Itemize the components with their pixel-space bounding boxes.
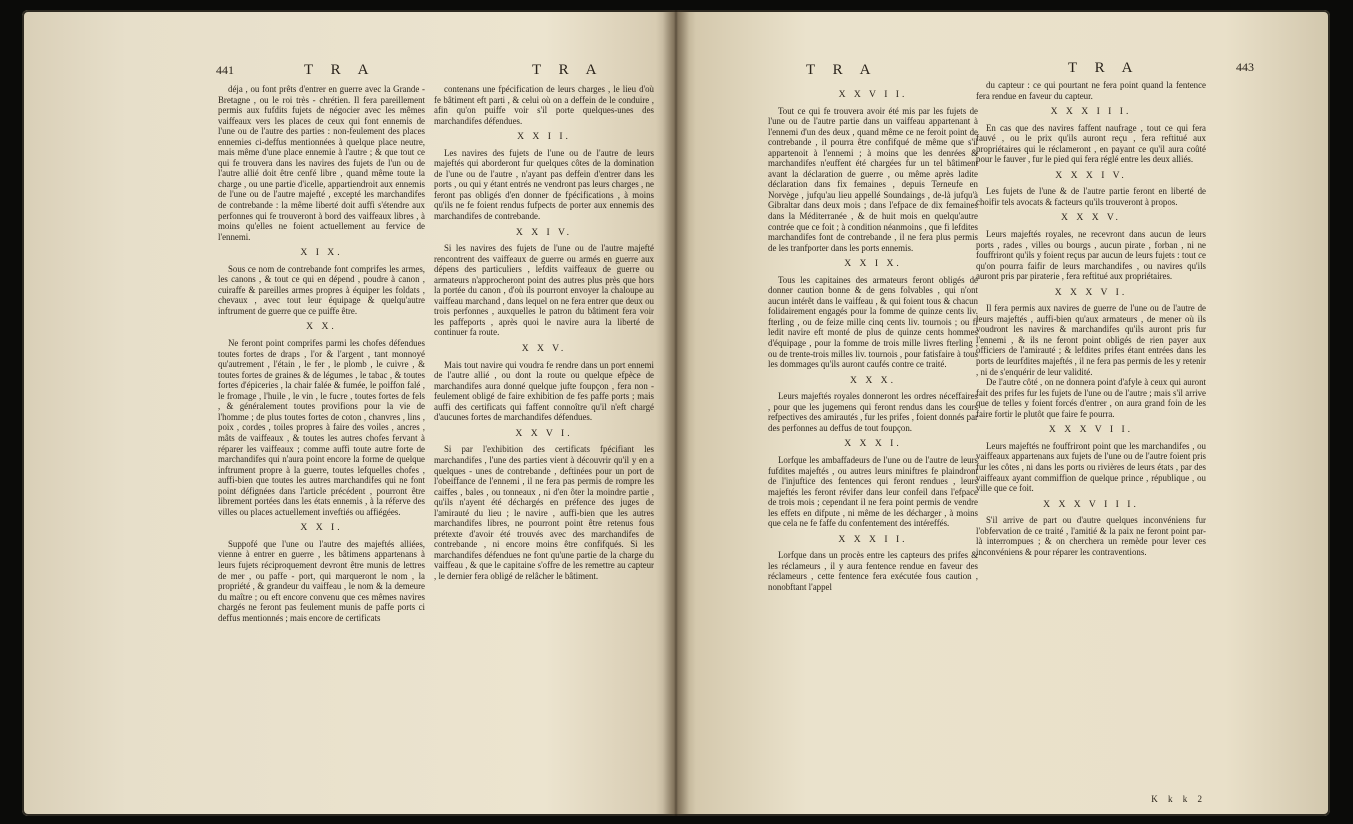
paragraph: Lorfque les ambaffadeurs de l'une ou de l'autre de leurs fufdites majeftés , ou autres leurs miniftres fe plaindront de l'injuftice des fentences qui feront rendues , leurs majeftés les feront révifer dans leur confeil dans l'efpace de trois mois ; cependant il ne fera point permis de vendre les effets en difpute , ni même de les décharger , à moins que cela ne fe faffe du confentement des intéreffés. [768, 454, 978, 529]
page-number-right: 443 [1236, 60, 1254, 74]
left-page-column-2 [434, 84, 654, 806]
article-heading: X X I X. [844, 258, 902, 270]
left-page [22, 10, 676, 816]
paragraph: déja , ou font prêts d'entrer en guerre avec la Grande - Bretagne , ou le roi très - chrétien. Il fera pareillement permis aux fufdits fujets de négocier avec les mêmes vaiffeaux vers les places de ceux qui font ennemis de l'une ou de l'autre des parties : non-feulement des places ennemies ci-deffus mentionnées à quelque place neutre, mais même d'une place ennemie à l'autre ; & que tout ce qui fe trouvera dans les navires des fujets de l'un ou de l'autre allié doit être cenfé libre , quand même toute la charge , ou une partie d'icelle, appartiendroit aux ennemis de l'une ou de l'autre majefté , excepté les marchandifes de contrebande : la même liberté doit auffi s'étendre aux perfonnes qui fe trouveront à bord des vaiffeaux libres , à moins qu'elles ne foient actuellement au fervice de l'ennemi. [218, 84, 425, 242]
running-head-left-col2: T R A [532, 62, 604, 78]
article-heading: X X X I I. [838, 533, 908, 545]
page-number-left: 441 [216, 63, 234, 77]
article-heading: X X V I. [515, 427, 573, 439]
paragraph: Sous ce nom de contrebande font comprifes les armes, les canons , & tout ce qui en dépend , poudre à canon , cuiraffe & pareilles armes propres à équiper les foldats , chevaux , avec tout leur équipage & quelqu'autre inftrument de guerre que ce puiffe être. [218, 263, 425, 316]
article-heading: X X X V I I. [1048, 424, 1134, 436]
signature-mark: K k k 2 [1151, 794, 1206, 804]
article-heading: X X I V. [515, 226, 573, 238]
paragraph: Lorfque dans un procès entre les capteurs des prifes & les réclameurs , il y aura fentence rendue en faveur des réclameurs , cette fentence fera exécutée fous caution , nonobftant l'appel [768, 550, 978, 592]
article-heading: X X X V I I I. [1043, 498, 1139, 510]
article-heading: X X X I I I. [1050, 106, 1132, 118]
paragraph: du capteur : ce qui pourtant ne fera point quand la fentence fera rendue en faveur du capteur. [976, 80, 1206, 101]
article-heading: X X X I. [844, 438, 902, 450]
left-page-column-1 [218, 84, 425, 806]
paragraph: Les navires des fujets de l'une ou de l'autre de leurs majeftés qui aborderont fur quelques côtes de la domination de l'une ou de l'autre , n'ayant pas deffein d'entrer dans les ports , ou qui y étant entrés ne vendront pas leurs charges , ne feront pas obligés d'en donner de fpécifications , à moins qu'ils ne fe foient rendus fufpects de porter aux ennemis des marchandifes de contrebande. [434, 147, 654, 222]
paragraph: En cas que des navires faffent naufrage , tout ce qui fera fauvé , ou le prix qu'ils auront reçu , fera reftitué aux propriétaires qui le réclameront , en payant ce qu'il aura coûté pour le fauver , fur le pied qui fera réglé entre les deux alliés. [976, 122, 1206, 165]
running-head-right-col1: T R A [806, 62, 878, 78]
paragraph: Ne feront point comprifes parmi les chofes défendues toutes fortes de draps , l'or & l'argent , tant monnoyé qu'autrement , l'étain , le fer , le plomb , le cuivre , & toutes fortes de graines & de légumes , le tabac , & toutes fortes d'épiceries , la chair falée & fumée, le poiffon falé , le fromage , l'huile , le vin , le fucre , toutes fortes de fels , & généralement toutes provifions pour la vie de l'homme ; de plus toutes fortes de coton , chanvres , lins , poix , cordes , toiles propres à faire des voiles , ancres , mâts de vaiffeaux , & toutes les autres chofes fervant à réparer les vaiffeaux ; comme auffi toute autre forte de marchandifes qui n'aura point encore la forme de quelque inftrument propre à la guerre, toutes lefquelles chofes , auffi-bien que toutes les autres marchandifes qui ne font point défignées dans l'article précédent , pourront être librement portées dans les états ennemis , à la réferve des villes ou places actuellement inveftiés ou affiégées. [218, 338, 425, 517]
paragraph: Leurs majeftés royales, ne recevront dans aucun de leurs ports , rades , villes ou bourgs , aucun pirate , forban , ni ne fouffriront qu'ils y foient reçus par aucun de leurs fujets : tout ce qu'on pourra faifir de leurs marchandifes , ou navires qu'ils auront pris par piraterie , fera reftitué aux propriétaires. [976, 229, 1206, 282]
paragraph: S'il arrive de part ou d'autre quelques inconvéniens fur l'obfervation de ce traité , l'amitié & la paix ne feront point par-là interrompues ; & on cherchera un remède pour lever ces inconvéniens & pour réparer les contraventions. [976, 515, 1206, 557]
paragraph: Si les navires des fujets de l'une ou de l'autre majefté rencontrent des vaiffeaux de guerre ou armés en guerre aux dépens des particuliers , lefdits vaiffeaux de guerre ou armateurs n'approcheront point des autres plus près que hors la portée du canon , d'où ils pourront envoyer la chaloupe au vaiffeau marchand , dans lequel on ne fera entrer que deux ou trois perfonnes , auxquelles le patron du bâtiment fera voir les paffeports , après quoi le navire aura la liberté de continuer fa route. [434, 243, 654, 338]
right-page [676, 10, 1330, 816]
article-heading: X I X. [300, 247, 343, 259]
article-heading: X X I. [300, 522, 343, 534]
article-heading: X X V. [521, 343, 567, 355]
paragraph: Suppofé que l'une ou l'autre des majeftés alliées, vienne à entrer en guerre , les bâtimens appartenans à leurs fujets réciproquement devront être munis de lettres de mer , ou paffe - port, qui marqueront le nom , la propriété , & grandeur du vaiffeau , le nom & la demeure du maître ; ou eft encore convenu que ces mêmes navires chargés ne feront pas feulement munis de paffe ports ci deffus mentionnés ; mais encore de certificats [218, 538, 425, 623]
article-heading: X X V I I. [838, 89, 908, 100]
article-heading: X X X. [850, 374, 896, 386]
book-spread [22, 10, 1330, 816]
article-heading: X X X I V. [1055, 169, 1127, 181]
right-page-column-2 [976, 80, 1206, 806]
paragraph: Tous les capitaines des armateurs feront obligés de donner caution bonne & de gens folvables , qui n'ont aucun intérêt dans le vaiffeau , & qui foient tous & chacun folidairement engagés pour la fomme de quinze cents liv. fterling , ou de feize mille cinq cents liv. tournois ; ou fi ledit navire eft monté de plus de quinze cents hommes d'équipage , pour la fomme de trois mille livres fterling , ou de trente-trois milles liv. tournois , pour fatisfaire à tous les dommages qu'ils auront caufés contre ce traité. [768, 274, 978, 370]
article-heading: X X. [306, 321, 337, 333]
paragraph: Si par l'exhibition des certificats fpécifiant les marchandifes , l'une des parties vient à découvrir qu'il y en a quelques - unes de contrebande , deftinées pour un port de l'obeiffance de l'ennemi , il ne fera pas permis de rompre les caiffes , bales , ou tonneaux , ni d'en ôter la moindre partie , qu'ils n'ayent été déchargés en préfence des juges de l'amirauté du lieu ; le navire , auffi-bien que les autres marchandifes libres, ne pourront point être retenus fous prétexte d'avoir été trouvés avec des marchandifes de contrebande , ni encore moins être confifqués. Si les marchandifes défendues ne font qu'une partie de la charge du vaiffeau , & que le capitaine s'offre de les remettre au capteur , le dernier fera obligé de relâcher le bâtiment. [434, 444, 654, 581]
paragraph: Tout ce qui fe trouvera avoir été mis par les fujets de l'une ou de l'autre partie dans un vaiffeau appartenant à l'ennemi d'un des deux , quand même ce ne feroit point de contrebande , il pourra être confifqué de même que s'il appartenoit à l'ennemi ; à moins que les denrées & marchandifes n'euffent été chargées fur un tel bâtiment avant la déclaration de guerre , ou même après ladite déclaration dans fix femaines , depuis Terneufe en Norvège , jufqu'au lieu appellé Soundaings , de-là jufqu'à Gibraltar dans deux mois ; dans l'efpace de dix femaines dans la Méditerranée , & de huit mois en quelqu'autre contrée que ce foit ; à condition néanmoins , que fi lefdites marchandifes font de contrebande , il ne fera plus permis de les tranfporter dans les ports ennemis. [768, 105, 978, 253]
paragraph: De l'autre côté , on ne donnera point d'afyle à ceux qui auront fait des prifes fur les fujets de l'une ou de l'autre ; mais s'il arrive que de telles y foient forcés d'entrer , on aura grand foin de les faire fortir le plutôt que faire fe pourra. [976, 377, 1206, 419]
paragraph: Leurs majeftés ne fouffriront point que les marchandifes , ou vaiffeaux appartenans aux fujets de l'une ou de l'autre foient pris fur les côtes , ni dans les ports ou rivières de leurs états , par des vaiffeaux ayant commiffion de quelque prince , république , ou ville que ce foit. [976, 440, 1206, 494]
running-head-right-col2: T R A [1068, 60, 1140, 76]
paragraph: Mais tout navire qui voudra fe rendre dans un port ennemi de l'autre allié , ou dont la route ou quelque efpèce de marchandifes aura donné quelque jufte foupçon , fera non - feulement obligé de faire exhibition de fes paffe ports ; mais auffi des certificats qui faffent connoître qu'il n'eft chargé d'aucunes fortes de marchandifes défendues. [434, 359, 654, 423]
paragraph: Il fera permis aux navires de guerre de l'une ou de l'autre de leurs majeftés , auffi-bien qu'aux armateurs , de mener où ils voudront les navires & marchandifes qu'ils auront pris fur l'ennemi , & ils ne feront point obligés de rien payer aux officiers de l'amirauté ; & lefdites prifes étant entrées dans les ports de leurfdites majeftés , il ne fera pas permis de les y retenir , ni de s'enquérir de leur validité. [976, 303, 1206, 377]
article-heading: X X I I. [517, 131, 571, 143]
paragraph: contenans une fpécification de leurs charges , le lieu d'où fe bâtiment eft parti , & celui où on a deffein de le conduire , afin qu'on puiffe voir s'il porte quelques-unes des marchandifes défendues. [434, 84, 654, 126]
article-heading: X X X V. [1061, 212, 1121, 224]
article-heading: X X X V I. [1054, 286, 1128, 298]
running-head-left-col1: T R A [304, 62, 376, 78]
gutter-shadow [656, 10, 696, 816]
right-page-column-1 [768, 84, 978, 806]
paragraph: Les fujets de l'une & de l'autre partie feront en liberté de choifir tels avocats & facteurs qu'ils trouveront à propos. [976, 186, 1206, 207]
paragraph: Leurs majeftés royales donneront les ordres néceffaires , pour que les jugemens qui feront rendus dans les cours refpectives des amirautés , fur les prifes , foient donnés par des perfonnes au deffus de tout foupçon. [768, 391, 978, 433]
